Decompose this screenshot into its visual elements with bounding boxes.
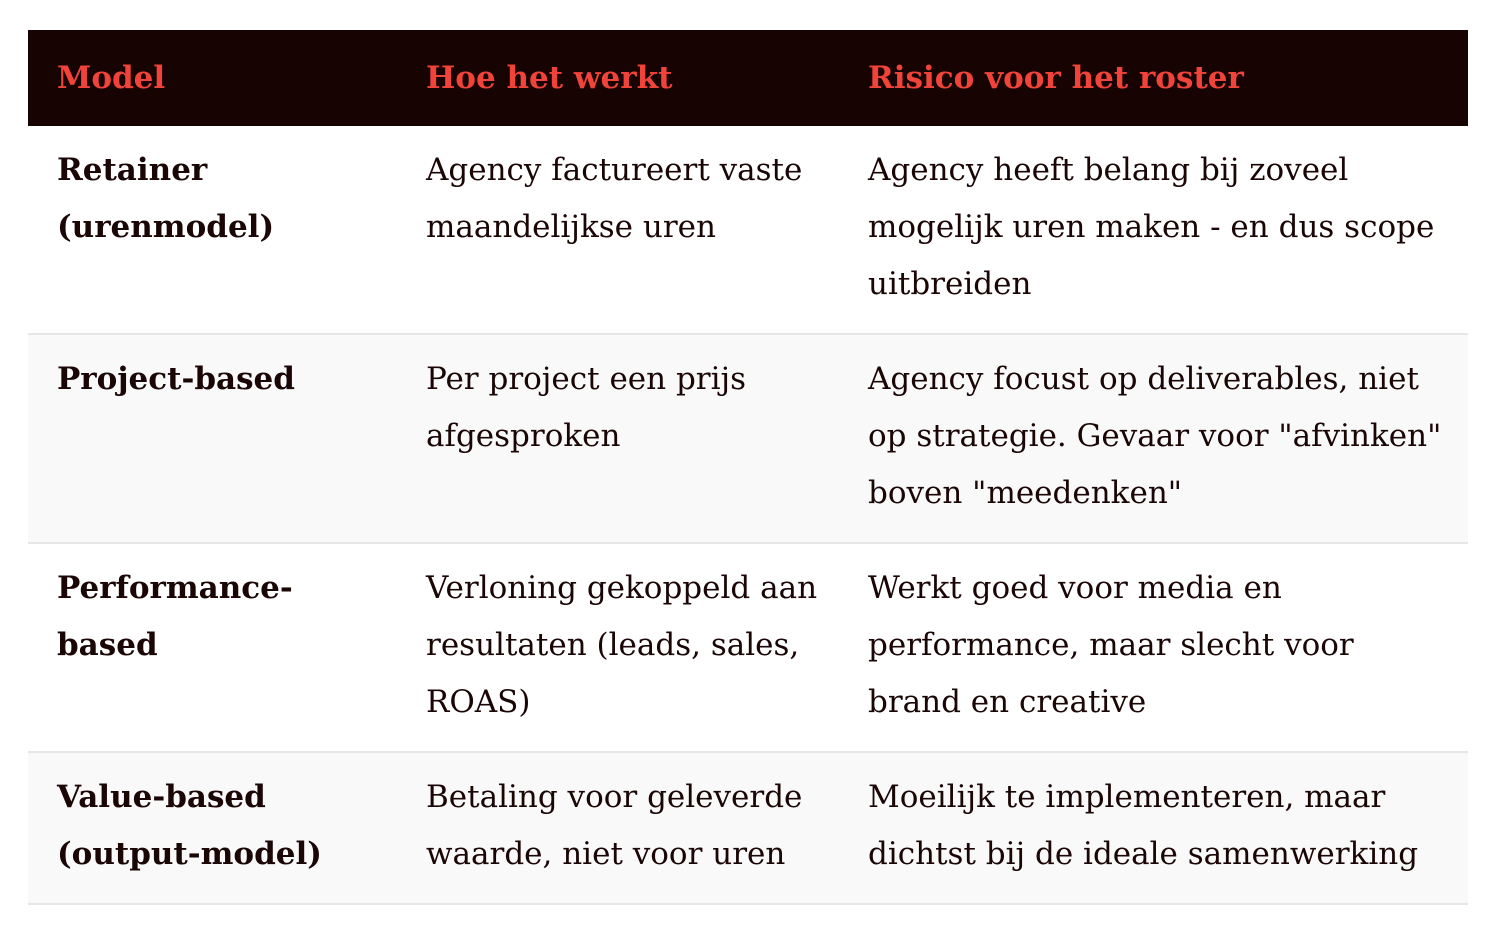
- how-cell: Per project een prijs afgesproken: [426, 361, 747, 454]
- risk-cell: Agency heeft belang bij zoveel mogelijk uren maken - en dus scope uitbreiden: [868, 152, 1435, 302]
- risk-cell: Agency focust op deliverables, niet op strategie. Gevaar voor "afvinken" boven "meedenken": [868, 361, 1442, 511]
- header-model: Model: [57, 59, 166, 96]
- model-cell: Performance-based: [57, 570, 293, 663]
- pricing-models-table: [28, 30, 1468, 905]
- model-cell: Retainer (urenmodel): [57, 152, 275, 245]
- how-cell: Verloning gekoppeld aan resultaten (leads, sales, ROAS): [426, 570, 818, 720]
- model-cell: Project-based: [57, 361, 295, 397]
- header-risk: Risico voor het roster: [868, 59, 1244, 96]
- model-cell: Value-based (output-model): [57, 779, 322, 872]
- how-cell: Agency factureert vaste maandelijkse uren: [426, 152, 803, 245]
- risk-cell: Werkt goed voor media en performance, maar slecht voor brand en creative: [868, 570, 1354, 720]
- header-how-it-works: Hoe het werkt: [426, 59, 673, 96]
- table-row: [28, 126, 1468, 335]
- table-row: [28, 335, 1468, 544]
- how-cell: Betaling voor geleverde waarde, niet voor uren: [426, 779, 803, 872]
- table-header-row: [28, 30, 1468, 126]
- risk-cell: Moeilijk te implementeren, maar dichtst bij de ideale samenwerking: [868, 779, 1419, 872]
- table-row: [28, 753, 1468, 905]
- table-row: [28, 544, 1468, 753]
